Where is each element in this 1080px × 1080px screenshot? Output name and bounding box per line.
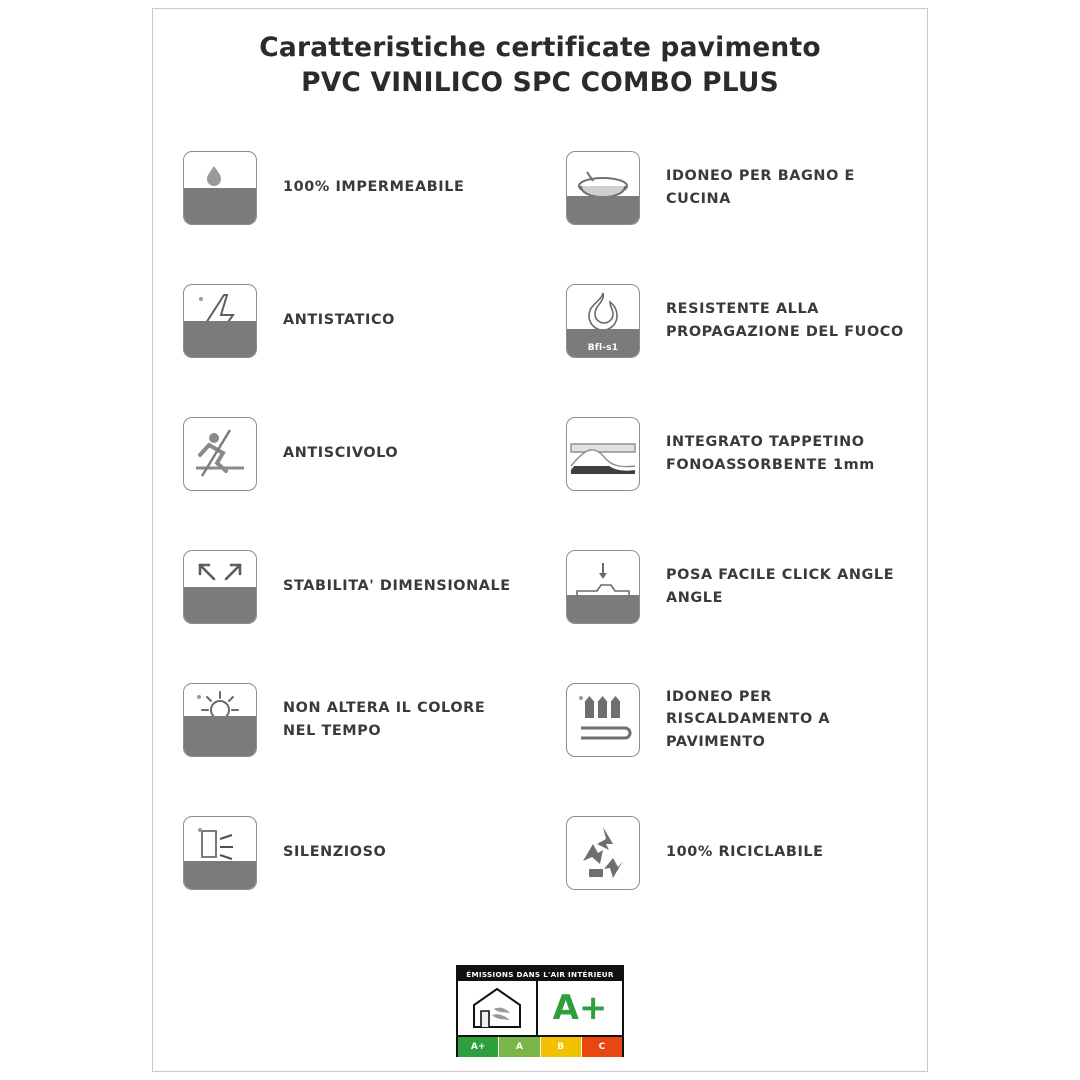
scale-a: A xyxy=(499,1037,540,1057)
scale-b: B xyxy=(541,1037,582,1057)
scale-a-plus: A+ xyxy=(458,1037,499,1057)
title-line-1: Caratteristiche certificate pavimento xyxy=(259,32,821,63)
dimensional-stability-arrows-icon xyxy=(183,550,257,624)
feature-item xyxy=(558,387,907,520)
features-grid xyxy=(175,121,907,919)
feature-label: 100% RICICLABILE xyxy=(666,844,824,861)
feature-item xyxy=(175,653,558,786)
feature-item xyxy=(558,254,907,387)
feature-label: 100% IMPERMEABILE xyxy=(283,179,465,196)
emission-badge xyxy=(456,965,624,1057)
emission-badge-header: ÉMISSIONS DANS L'AIR INTÉRIEUR xyxy=(458,967,622,981)
feature-item xyxy=(558,520,907,653)
feature-label: POSA FACILE CLICK ANGLE ANGLE xyxy=(666,567,895,606)
emission-scale xyxy=(458,1035,622,1057)
feature-label: ANTISTATICO xyxy=(283,312,395,329)
feature-label: STABILITA' DIMENSIONALE xyxy=(283,578,511,595)
title-line-2: PVC VINILICO SPC COMBO PLUS xyxy=(301,66,779,98)
feature-label: ANTISCIVOLO xyxy=(283,445,399,462)
feature-label: SILENZIOSO xyxy=(283,844,387,861)
feature-label: RESISTENTE ALLA PROPAGAZIONE DEL FUOCO xyxy=(666,301,904,340)
feature-label: IDONEO PER BAGNO E CUCINA xyxy=(666,168,855,207)
underfloor-heating-icon xyxy=(566,683,640,757)
feature-label: IDONEO PER RISCALDAMENTO A PAVIMENTO xyxy=(666,689,831,750)
anti-slip-falling-person-icon xyxy=(183,417,257,491)
scale-c: C xyxy=(582,1037,622,1057)
page-title xyxy=(153,31,927,101)
recycle-icon xyxy=(566,816,640,890)
feature-item xyxy=(175,520,558,653)
fire-resistance-icon xyxy=(566,284,640,358)
click-installation-icon xyxy=(566,550,640,624)
feature-item xyxy=(558,786,907,919)
sun-colorfast-icon xyxy=(183,683,257,757)
acoustic-underlay-icon xyxy=(566,417,640,491)
waterproof-drops-icon xyxy=(183,151,257,225)
feature-item xyxy=(175,254,558,387)
feature-item xyxy=(558,121,907,254)
fire-class-badge: Bfl-s1 xyxy=(587,342,619,353)
feature-item xyxy=(175,786,558,919)
bathtub-icon xyxy=(566,151,640,225)
feature-label: NON ALTERA IL COLORE NEL TEMPO xyxy=(283,700,486,739)
antistatic-lightning-icon xyxy=(183,284,257,358)
silent-footstep-icon xyxy=(183,816,257,890)
info-sheet xyxy=(152,8,928,1072)
emission-grade: A+ xyxy=(552,988,608,1028)
house-icon xyxy=(458,981,538,1035)
feature-item xyxy=(175,121,558,254)
feature-item xyxy=(175,387,558,520)
feature-item xyxy=(558,653,907,786)
feature-label: INTEGRATO TAPPETINO FONOASSORBENTE 1mm xyxy=(666,434,875,473)
